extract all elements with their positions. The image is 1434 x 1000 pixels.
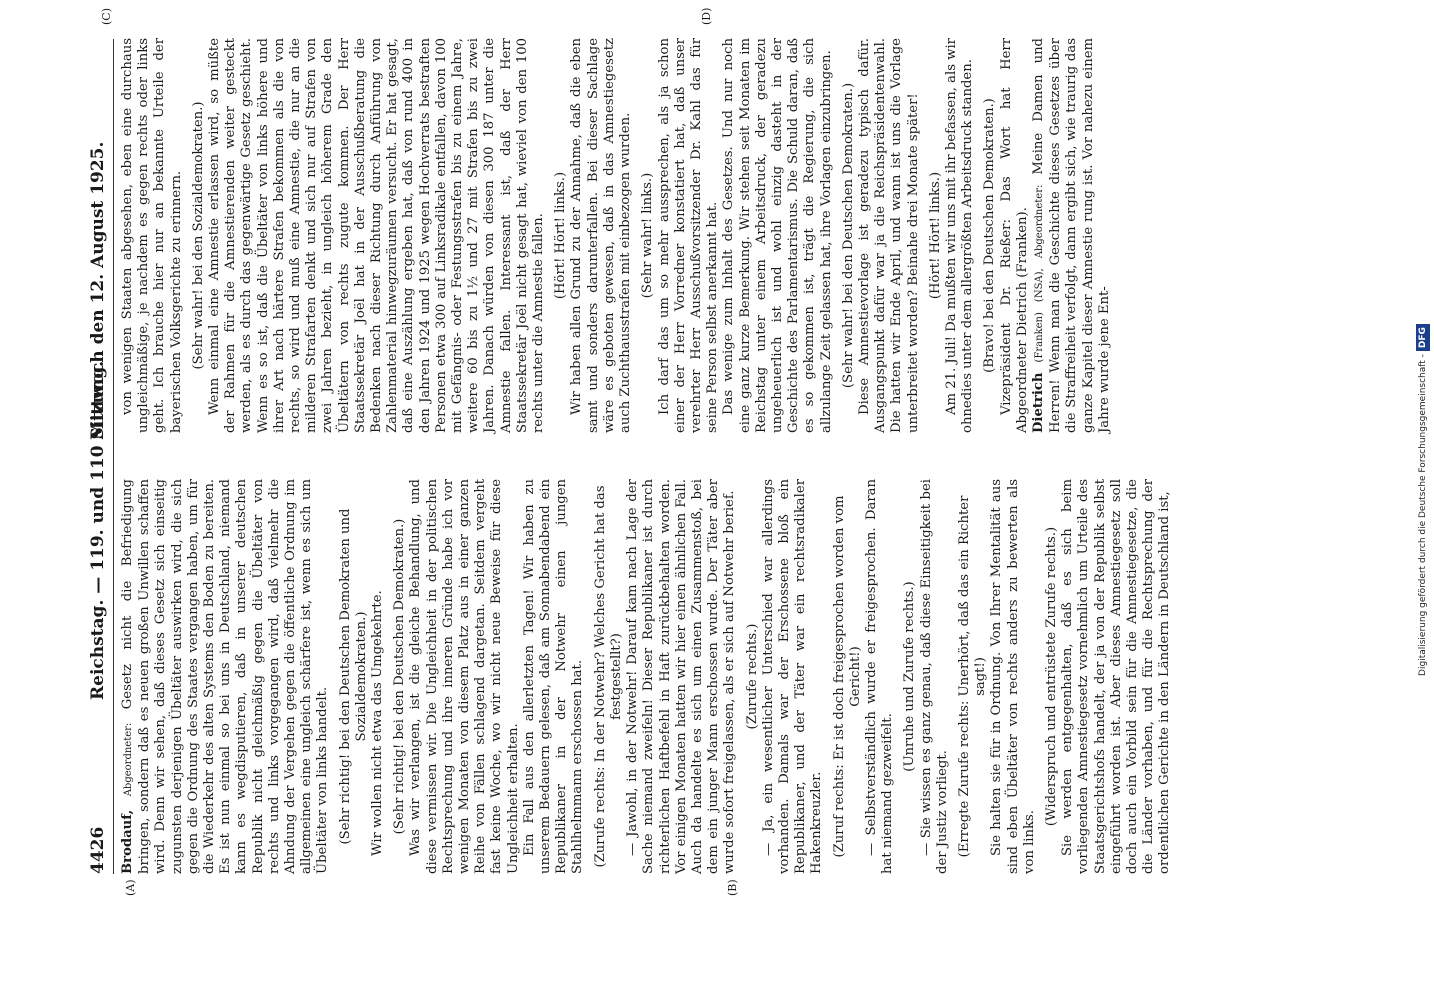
paragraph: Wenn einmal eine Amnestie erlassen wird, so müßte der Rahmen für die Amnestierenden weiter gesteckt werden, als es durch das gegenwärtige Gesetz geschieht. Wenn es so ist, daß die Übeltäter von links höhere und ihrer Art nach härtere Strafen bekommen als die von rechts, so wird und muß eine Amnestie, die nur an die milderen Strafarten denkt und sich nur auf Strafen von zwei Jahren bezieht, in ungleich höherem Grade den Übeltätern von rechts zugute kommen. Der Herr Staatssekretär Joël hat in der Ausschußberatung die Bedenken nach dieser Richtung durch Anführung von Zahlenmaterial hinwegzuräumen versucht. Er hat gesagt, daß eine Auszählung ergeben hat, daß von rund 400 in den Jahren 1924 und 1925 wegen Hochverrats bestraften Personen etwa 300 auf Linksradikale entfallen, davon 100 mit Gefängnis- oder Festungsstrafen bis zu einem Jahre, weitere 60 bis zu 1½ und 27 mit Strafen bis zu zwei Jahren. Danach würden von diesen 300 187 unter die Amnestie fallen. Interessant ist, daß der Herr Staatssekretär Joël nicht gesagt hat, wieviel von den 100 rechts unter die Amnestie fallen. bbox=[207, 38, 547, 433]
interjection: (Sehr richtig! bei den Deutschen Demokraten.) bbox=[392, 518, 408, 835]
speaker-role: Abgeordneter: bbox=[123, 709, 134, 810]
paragraph: Sie werden entgegenhalten, daß es sich beim vorliegenden Amnestiegesetz vornehmlich um Urteile des Staatsgerichtshofs handelt, der ja von der Republik selbst eingeführt worden ist. Aber dieses Amnestiegesetz soll doch auch ein Vorbild sein für die Amnestiegesetze, die die Länder vorhaben, und für die Rechtsprechung der ordentlichen Gerichte in den Ländern in Deutschland ist, bbox=[1060, 479, 1173, 874]
speaker-name: Brodauf, bbox=[120, 809, 135, 874]
interjection: (Zurufe rechts.) bbox=[744, 623, 760, 730]
margin-mark-d: (D) bbox=[700, 7, 713, 25]
interjection: (Sehr wahr! links.) bbox=[640, 172, 656, 299]
paragraph bbox=[1031, 38, 1113, 433]
interjection: (Sehr wahr! bei den Deutschen Demokraten.) bbox=[840, 82, 856, 389]
interjection: (Sehr wahr! bei den Sozialdemokraten.) bbox=[190, 101, 206, 370]
paragraph: Ich darf das um so mehr aussprechen, als ja schon einer der Herr Vorredner konstatiert hat, daß unser verehrter Herr Ausschußvorsitzender Dr. Kahl das für seine Person selbst anerkannt hat. bbox=[656, 38, 721, 433]
interjection: (Sehr richtig! bei den Deutschen Demokraten und Sozialdemokraten.) bbox=[337, 508, 369, 845]
paragraph-text: Meine Damen und Herren! Wenn man die Geschichte dieses Gesetzes über die Straffreiheit verfolgt, dann ergibt sich, wie traurig das ganze Kapitel dieser Amnestie rung ist. Vor nahezu einem Jahre wurde jene Ent- bbox=[1030, 38, 1112, 433]
header-rule bbox=[113, 39, 114, 874]
interjection: (Widerspruch und entrüstete Zurufe rechts.) bbox=[1043, 526, 1059, 827]
speaker-name: Dietrich bbox=[1030, 372, 1046, 433]
paragraph: Wir wollen nicht etwa das Umgekehrte. bbox=[370, 590, 386, 856]
paragraph: — Sie wissen es ganz genau, daß diese Einseitigkeit bei der Justiz vorliegt. bbox=[918, 479, 950, 874]
page-number: 4426 bbox=[88, 826, 108, 874]
paragraph: Wir haben allen Grund zu der Annahme, daß die eben samt und sonders darunterfallen. Bei dieser Sachlage wäre es geboten gewesen, daß in das Amnestiegesetz auch Zuchthausstrafen mit einbezogen wurden. bbox=[569, 38, 634, 433]
paragraph: Vizepräsident Dr. Rießer: Das Wort hat Herr Abgeordneter Dietrich (Franken). bbox=[998, 38, 1030, 433]
interjection: (Zuruf rechts: Er ist doch freigesprochen worden vom Gericht!) bbox=[831, 495, 863, 858]
paragraph: — Ja, ein wesentlicher Unterschied war allerdings vorhanden. Damals war der Erschossene bloß ein Republikaner, und der Täter war ein rechtsradikaler Hakenkreuzler. bbox=[760, 479, 825, 874]
right-column bbox=[120, 38, 1113, 433]
margin-mark-a: (A) bbox=[124, 879, 137, 896]
paragraph: Diese Amnestievorlage ist geradezu typisch dafür. Ausgangspunkt dafür war ja die Reichspräsidentenwahl. Die hatten wir Ende April, und wann ist uns die Vorlage unterbreitet worden? Beinahe drei Monate später! bbox=[856, 38, 921, 433]
interjection: (Erregte Zurufe rechts: Unerhört, daß das ein Richter sagt!) bbox=[956, 495, 989, 858]
side-note bbox=[1416, 8, 1430, 992]
left-column bbox=[120, 479, 1174, 874]
interjection: (Unruhe und Zurufe rechts.) bbox=[902, 581, 918, 772]
paragraph: Das wenige zum Inhalt des Gesetzes. Und nur noch eine ganz kurze Bemerkung. Wir stehen seit Monaten im Reichstag unter einem Arbeitsdruck, der geradezu ungeheuerlich ist und wohl einzig dasteht in der Geschichte des Parlamentarismus. Die Schuld daran, daß es so gekommen ist, trägt die Regierung, die sich allzulange Zeit gelassen hat, ihre Vorlagen einzubringen. bbox=[721, 38, 834, 433]
interjection: (Hört! Hört! links.) bbox=[553, 171, 569, 300]
paragraph bbox=[120, 479, 332, 874]
interjection: (Zurufe rechts: In der Notwehr? Welches Gericht hat das festgestellt?) bbox=[592, 485, 624, 868]
paragraph: von wenigen Staaten abgesehen, eben eine durchaus ungleichmäßige, je nachdem es gegen rechts oder links geht. Ich brauche hier nur an bekannte Urteile der bayerischen Volksgerichte zu erinnern. bbox=[120, 38, 184, 433]
paragraph: Was wir verlangen, ist die gleiche Behandlung, und diese vermissen wir. Die Ungleichheit in der politischen Rechtsprechung und ihre inneren Gründe habe ich vor wenigen Monaten von diesem Platz aus in einer ganzen Reihe von Fällen schlagend dargetan. Seitdem vergeht fast keine Woche, wo wir nicht neue Beweise für diese Ungleichheit erhalten. bbox=[408, 479, 521, 874]
interjection: (Bravo! bei den Deutschen Demokraten.) bbox=[982, 98, 998, 373]
paragraph-text: Gesetz nicht die Befriedigung bringen, sondern daß es neuen großen Unwillen schaffen wird. Denn wir sehen, daß dieses Gesetz sich einseitig zugunsten derjenigen Übeltäter auswirken wird, die sich gegen die Ordnung des Staates vergangen haben, um für die Wiederkehr des alten Systems den Boden zu bereiten. Es ist nun einmal so bei uns in Deutschland, niemand kann es wegdisputieren, daß in unserer deutschen Republik nicht gleichmäßig gegen die Übeltäter von rechts und links vorgegangen wird, daß vielmehr die Ahndung der Vergehen gegen die öffentliche Ordnung im allgemeinen eine ungleich schärfere ist, wenn es sich um Übeltäter von links handelt. bbox=[120, 479, 331, 874]
margin-mark-c: (C) bbox=[100, 8, 113, 25]
paragraph: Am 21. Juli! Da mußten wir uns mit ihr befassen, als wir ohnedies unter dem allergrößten Arbeitsdruck standen. bbox=[943, 38, 976, 433]
session-title: Reichstag. — 119. und 110 Sitzung. bbox=[88, 360, 108, 700]
interjection: (Hört! Hört! links.) bbox=[927, 171, 943, 300]
paragraph: — Jawohl, in der Notwehr! Darauf kam nach Lage der Sache niemand zweifeln! Dieser Republikaner ist durch richterlichen Haftbefehl in Haft zurückbehalten worden. Vor einigen Monaten hatten wir hier einen ähnlichen Fall. Auch da handelte es sich um einen Zusammenstoß, bei dem ein junger Mann erschossen wurde. Der Täter aber wurde sofort freigelassen, als er sich auf Notwehr berief. bbox=[625, 479, 738, 874]
speaker-role: (Franken) (NSA), Abgeordneter: bbox=[1033, 174, 1045, 373]
margin-mark-b: (B) bbox=[726, 879, 739, 896]
dfg-logo: DFG bbox=[1416, 324, 1430, 351]
date-title: Mittwoch den 12. August 1925. bbox=[88, 141, 108, 440]
side-note-text: Digitalisierung gefördert durch die Deutsche Forschungsgemeinschaft - bbox=[1418, 354, 1428, 676]
paragraph: Ein Fall aus den allerletzten Tagen! Wir haben zu unserem Bedauern gelesen, daß am Sonnabendabend ein Republikaner in der Notwehr einen jungen Stahlhelmmann erschossen hat. bbox=[521, 479, 586, 874]
paragraph: — Selbstverständlich wurde er freigesprochen. Daran hat niemand gezweifelt. bbox=[863, 479, 896, 874]
paragraph: Sie halten sie für in Ordnung. Von Ihrer Mentalität aus sind eben Übeltäter von rechts anders zu bewerten als von links. bbox=[989, 479, 1037, 874]
